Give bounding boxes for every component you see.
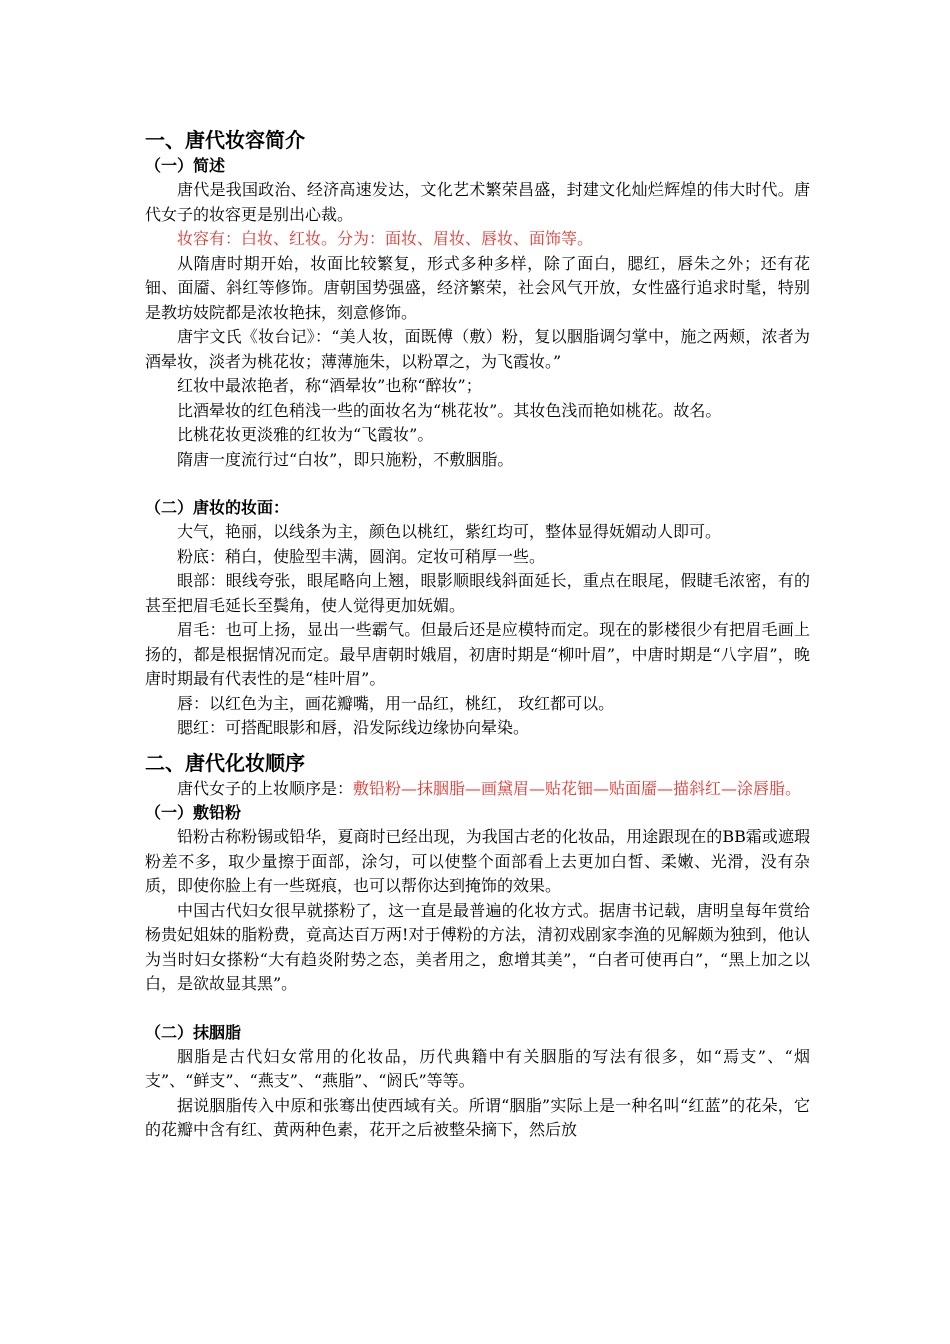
- paragraph: 粉底：稍白，使脸型丰满，圆润。定妆可稍厚一些。: [177, 546, 546, 566]
- paragraph: 铅粉古称粉锡或铅华，夏商时已经出现，为我国古老的化妆品，用途跟现在的BB霜或遮瑕粉差不多，取少量擦于面部，涂匀，可以使整个面部看上去更加白皙、柔嫩、光滑，没有杂质，即使你脸上有一些斑痕，也可以帮你达到掩饰的效果。: [145, 827, 810, 895]
- paragraph: 从隋唐时期开始，妆面比较繁复，形式多种多样，除了面白，腮红，唇朱之外；还有花钿、面靥、斜红等修饰。唐朝国势强盛，经济繁荣，社会风气开放，女性盛行追求时髦，特别是教坊妓院都是浓妆艳抹，刻意修饰。: [145, 253, 810, 322]
- spacer: [145, 472, 810, 496]
- subsection-2-1-heading: （一）敷铅粉: [145, 803, 242, 822]
- paragraph: 唐宇文氏《妆台记》：“美人妆，面既傅（敷）粉，复以胭脂调匀掌中，施之两颊，浓者为酒晕妆，淡者为桃花妆；薄薄施朱，以粉罩之，为飞霞妆。”: [145, 327, 810, 371]
- section-2-heading: 二、唐代化妆顺序: [145, 750, 305, 775]
- spacer: [145, 741, 810, 749]
- makeup-order-paragraph: [145, 777, 810, 802]
- subsection-2-2-heading: （二）抹胭脂: [145, 1022, 242, 1042]
- section-1-heading: 一、唐代妆容简介: [145, 128, 305, 152]
- paragraph: 眼部：眼线夸张，眼尾略向上翘，眼影顺眼线斜面延长，重点在眼尾，假睫毛浓密，有的甚至把眉毛延长至鬓角，使人觉得更加妩媚。: [145, 571, 810, 615]
- paragraph: 腮红：可搭配眼影和唇，沿发际线边缘协向晕染。: [177, 718, 530, 737]
- subsection-1-2-heading: （二）唐妆的妆面：: [145, 498, 290, 517]
- spacer: [145, 997, 810, 1021]
- paragraph: 比酒晕妆的红色稍浅一些的面妆名为“桃花妆”。其妆色浅而艳如桃花。故名。: [177, 400, 722, 420]
- paragraph: 据说胭脂传入中原和张骞出使西域有关。所谓“胭脂”实际上是一种名叫“红蓝”的花朵，它的花瓣中含有红、黄两种色素，花开之后被整朵摘下，然后放: [145, 1095, 810, 1139]
- paragraph: 大气，艳丽，以线条为主，颜色以桃红，紫红均可，整体显得妩媚动人即可。: [177, 522, 722, 541]
- paragraph: 隋唐一度流行过“白妆”，即只施粉，不敷胭脂。: [177, 449, 514, 469]
- makeup-order-prefix: 唐代女子的上妆顺序是：: [177, 778, 354, 798]
- paragraph: 比桃花妆更淡雅的红妆为“飞霞妆”。: [177, 425, 434, 444]
- document-body: [145, 126, 810, 1143]
- paragraph: 唐代是我国政治、经济高速发达，文化艺术繁荣昌盛，封建文化灿烂辉煌的伟大时代。唐代女子的妆容更是别出心裁。: [145, 180, 810, 224]
- paragraph: 中国古代妇女很早就搽粉了，这一直是最普遍的化妆方式。据唐书记载，唐明皇每年赏给杨贵妃姐妹的脂粉费，竟高达百万两!对于傅粉的方法，清初戏剧家李渔的见解颇为独到，他认为当时妇女搽粉“大有趋炎附势之态，美者用之，愈增其美”，“白者可使再白”，“黑上加之以白，是欲故显其黑”。: [145, 900, 810, 993]
- paragraph: 胭脂是古代妇女常用的化妆品，历代典籍中有关胭脂的写法有很多，如“焉支”、“烟支”、“鲜支”、“燕支”、“燕脂”、“阏氏”等等。: [145, 1046, 810, 1090]
- highlight-paragraph: 妆容有：白妆、红妆。分为：面妆、眉妆、唇妆、面饰等。: [177, 229, 594, 248]
- subsection-1-1-heading: （一）简述: [145, 156, 226, 175]
- paragraph: 红妆中最浓艳者，称“酒晕妆”也称“醉妆”；: [177, 376, 482, 395]
- paragraph: 唇：以红色为主，画花瓣嘴，用一品红，桃红， 玫红都可以。: [177, 693, 615, 713]
- makeup-order-steps: 敷铅粉—抹胭脂—画黛眉—贴花钿—贴面靥—描斜红—涂唇脂。: [353, 778, 802, 798]
- paragraph: 眉毛：也可上扬，显出一些霸气。但最后还是应模特而定。现在的影楼很少有把眉毛画上扬的，都是根据情况而定。最早唐朝时娥眉，初唐时期是“柳叶眉”，中唐时期是“八字眉”，晚唐时期最有代表性的是“桂叶眉”。: [145, 620, 810, 688]
